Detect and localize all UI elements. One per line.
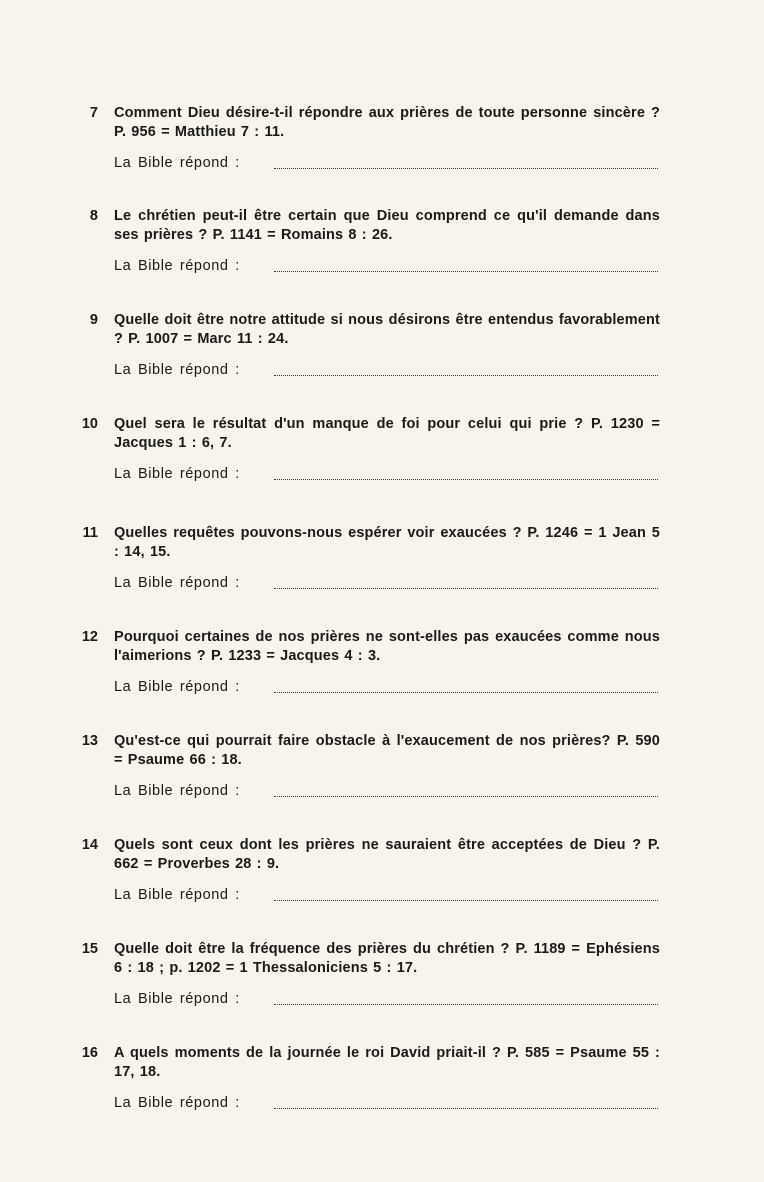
question-number: 12 [81,629,98,645]
question-number: 7 [89,105,98,121]
answer-dotted-line[interactable] [274,900,658,901]
answer-row [114,465,660,487]
question-number: 13 [81,733,98,749]
question-text: Quels sont ceux dont les prières ne sauraient être acceptées de Dieu ? P. 662 = Proverbes 28 : 9. [114,837,660,872]
question-text: Qu'est-ce qui pourrait faire obstacle à l'exaucement de nos prières? P. 590 = Psaume 66 : 18. [114,733,660,768]
question-text: Pourquoi certaines de nos prières ne sont-elles pas exaucées comme nous l'aimerions ? P. 1233 = Jacques 4 : 3. [114,629,660,664]
question-number: 15 [81,941,98,957]
question-number: 14 [81,837,98,853]
answer-dotted-line[interactable] [274,1108,658,1109]
answer-dotted-line[interactable] [274,168,658,169]
question-text: Le chrétien peut-il être certain que Dieu comprend ce qu'il demande dans ses prières ? P. 1141 = Romains 8 : 26. [114,208,660,243]
answer-label: La Bible répond : [114,1095,240,1111]
answer-label: La Bible répond : [114,362,240,378]
answer-label: La Bible répond : [114,155,240,171]
answer-dotted-line[interactable] [274,375,658,376]
question-text: A quels moments de la journée le roi David priait-il ? P. 585 = Psaume 55 : 17, 18. [114,1045,660,1080]
question-text: Quel sera le résultat d'un manque de foi pour celui qui prie ? P. 1230 = Jacques 1 : 6, 7. [114,416,660,451]
answer-dotted-line[interactable] [274,692,658,693]
answer-label: La Bible répond : [114,679,240,695]
answer-dotted-line[interactable] [274,271,658,272]
answer-row [114,574,660,596]
answer-dotted-line[interactable] [274,1004,658,1005]
answer-label: La Bible répond : [114,466,240,482]
question-text: Quelle doit être notre attitude si nous désirons être entendus favorablement ? P. 1007 = Marc 11 : 24. [114,312,660,347]
answer-row [114,886,660,908]
answer-row [114,990,660,1012]
question-text: Quelle doit être la fréquence des prières du chrétien ? P. 1189 = Ephésiens 6 : 18 ; p. 1202 = 1 Thessaloniciens 5 : 17. [114,941,660,976]
answer-row [114,782,660,804]
answer-row [114,678,660,700]
answer-dotted-line[interactable] [274,588,658,589]
answer-label: La Bible répond : [114,258,240,274]
question-number: 9 [89,312,98,328]
question-number: 16 [81,1045,98,1061]
answer-row [114,1094,660,1116]
answer-label: La Bible répond : [114,783,240,799]
answer-row [114,257,660,279]
question-text: Comment Dieu désire-t-il répondre aux prières de toute personne sincère ? P. 956 = Matthieu 7 : 11. [114,105,660,140]
answer-row [114,154,660,176]
answer-dotted-line[interactable] [274,796,658,797]
answer-dotted-line[interactable] [274,479,658,480]
answer-label: La Bible répond : [114,887,240,903]
question-number: 8 [89,208,98,224]
answer-label: La Bible répond : [114,575,240,591]
answer-row [114,361,660,383]
question-text: Quelles requêtes pouvons-nous espérer voir exaucées ? P. 1246 = 1 Jean 5 : 14, 15. [114,525,660,560]
question-number: 10 [81,416,98,432]
answer-label: La Bible répond : [114,991,240,1007]
question-number: 11 [82,525,98,541]
